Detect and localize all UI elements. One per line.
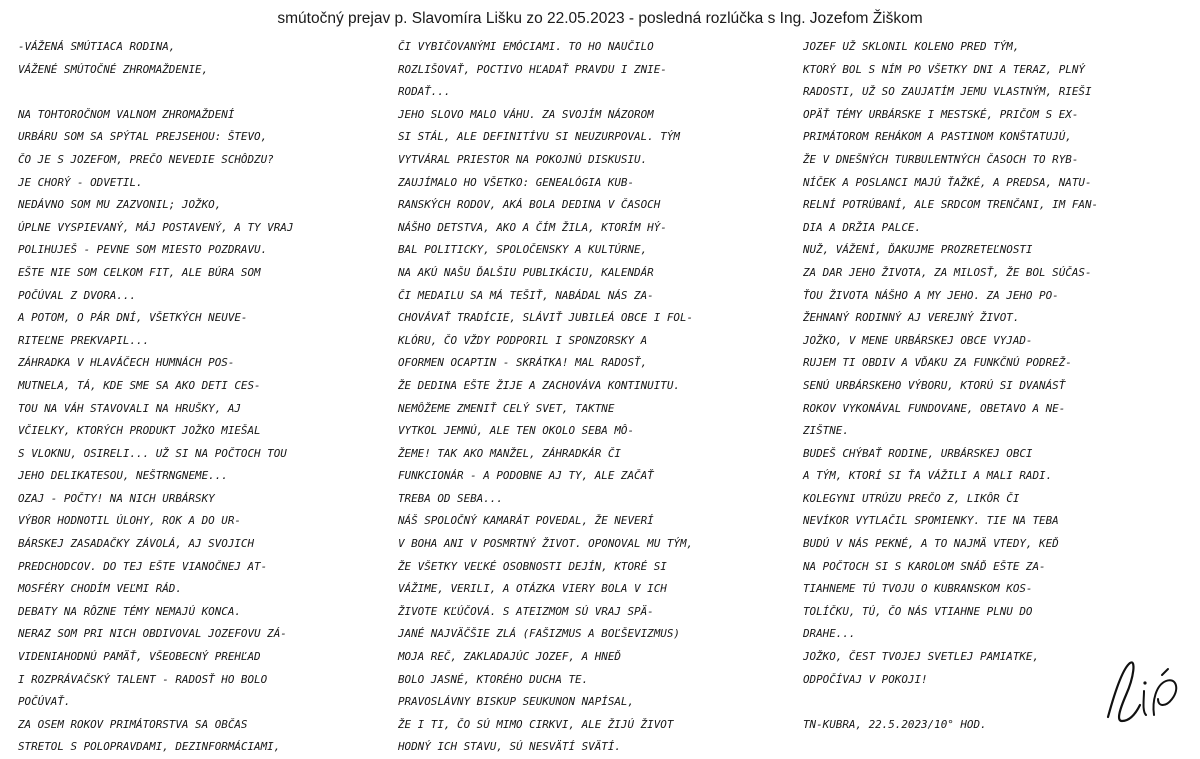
handwritten-line: RITEĽNE PREKVAPIL... bbox=[18, 333, 150, 347]
handwritten-line: JEHO SLOVO MALO VÁHU. ZA SVOJÍM NÁZOROM bbox=[398, 107, 654, 121]
handwritten-line: SENÚ URBÁRSKEHO VÝBORU, KTORÚ SI DVANÁSŤ bbox=[803, 378, 1066, 392]
handwritten-line: VYTKOL JEMNÚ, ALE TEN OKOLO SEBA MÔ- bbox=[398, 424, 635, 438]
handwritten-line: JOŽKO, V MENE URBÁRSKEJ OBCE VYJAD- bbox=[803, 333, 1033, 347]
handwritten-line: NEVÍKOR VYTLAČIL SPOMIENKY. TIE NA TEBA bbox=[803, 514, 1059, 528]
handwritten-line: ŽE DEDINA EŠTE ŽIJE A ZACHOVÁVA KONTINUITU. bbox=[398, 378, 680, 392]
handwritten-line: DEBATY NA RÔZNE TÉMY NEMAJÚ KONCA. bbox=[18, 604, 241, 618]
handwritten-line: DRAHE... bbox=[803, 627, 856, 641]
handwritten-line: PRIMÁTOROM REHÁKOM A PASTINOM KONŠTATUJÚ, bbox=[803, 130, 1072, 144]
handwritten-line: ČO JE S JOZEFOM, PREČO NEVEDIE SCHÔDZU? bbox=[18, 152, 274, 166]
handwritten-line: ČI VYBIČOVANÝMI EMÓCIAMI. TO HO NAUČILO bbox=[398, 40, 654, 53]
handwritten-line: NA POČTOCH SI S KAROLOM SNÁĎ EŠTE ZA- bbox=[803, 559, 1046, 573]
handwritten-line: FUNKCIONÁR - A PODOBNE AJ TY, ALE ZAČAŤ bbox=[398, 469, 654, 483]
handwritten-line: RADOSTI, UŽ SO ZAUJATÍM JEMU VLASTNÝM, RIEŠI bbox=[803, 85, 1092, 99]
handwritten-line: ZA DAR JEHO ŽIVOTA, ZA MILOSŤ, ŽE BOL SÚČAS- bbox=[803, 265, 1092, 279]
handwritten-line: ŽE I TI, ČO SÚ MIMO CIRKVI, ALE ŽIJÚ ŽIVOT bbox=[398, 717, 674, 731]
handwritten-line bbox=[18, 81, 390, 104]
handwritten-line: POČÚVAŤ. bbox=[18, 695, 71, 709]
handwritten-line: ZÁHRADKA V HLAVÁČECH HUMNÁCH POS- bbox=[18, 356, 235, 370]
handwritten-line: KOLEGYNI UTRÚZU PREČO Z, LIKÔR ČI bbox=[803, 491, 1020, 505]
handwritten-line: NA TOHTOROČNOM VALNOM ZHROMAŽDENÍ bbox=[18, 107, 235, 121]
handwritten-line: A POTOM, O PÁR DNÍ, VŠETKÝCH NEUVE- bbox=[18, 311, 248, 325]
handwritten-line: ROKOV VYKONÁVAL FUNDOVANE, OBETAVO A NE- bbox=[803, 401, 1066, 415]
handwritten-line: TOU NA VÁH STAVOVALI NA HRUŠKY, AJ bbox=[18, 401, 241, 415]
handwritten-line: NA AKÚ NAŠU ĎALŠIU PUBLIKÁCIU, KALENDÁR bbox=[398, 265, 654, 279]
handwritten-line: RANSKÝCH RODOV, AKÁ BOLA DEDINA V ČASOCH bbox=[398, 198, 661, 212]
handwritten-line: JOZEF UŽ SKLONIL KOLENO PRED TÝM, bbox=[803, 40, 1020, 53]
handwritten-line: VÁŽENÉ SMÚTOČNÉ ZHROMAŽDENIE, bbox=[18, 62, 209, 76]
handwritten-line: BÁRSKEJ ZASADAČKY ZÁVOLÁ, AJ SVOJICH bbox=[18, 537, 255, 551]
handwritten-line: VIDENIAHODNÚ PAMÄŤ, VŠEOBECNÝ PREHĽAD bbox=[18, 650, 261, 664]
handwritten-line: OPÄŤ TÉMY URBÁRSKE I MESTSKÉ, PRIČOM S EX- bbox=[803, 107, 1079, 121]
handwritten-line: BUDEŠ CHÝBAŤ RODINE, URBÁRSKEJ OBCI bbox=[803, 446, 1033, 460]
handwritten-line: ŽEME! TAK AKO MANŽEL, ZÁHRADKÁR ČI bbox=[398, 446, 621, 460]
handwritten-line: MOSFÉRY CHODÍM VEĽMI RÁD. bbox=[18, 582, 182, 596]
handwritten-line: JOŽKO, ČEST TVOJEJ SVETLEJ PAMIATKE, bbox=[803, 650, 1040, 664]
handwritten-line: OFORMEN OCAPTIN - SKRÁTKA! MAL RADOSŤ, bbox=[398, 356, 648, 370]
handwritten-line: ŽE V DNEŠNÝCH TURBULENTNÝCH ČASOCH TO RYB- bbox=[803, 152, 1079, 166]
handwritten-line: VÁŽIME, VERILI, A OTÁZKA VIERY BOLA V ICH bbox=[398, 582, 667, 596]
handwritten-line: NEDÁVNO SOM MU ZAZVONIL; JOŽKO, bbox=[18, 198, 222, 212]
handwritten-line: MUTNELA, TÁ, KDE SME SA AKO DETI CES- bbox=[18, 378, 261, 392]
handwritten-line: NERAZ SOM PRI NICH OBDIVOVAL JOZEFOVU ZÁ- bbox=[18, 627, 287, 641]
handwritten-line: TN-KUBRA, 22.5.2023/10° HOD. bbox=[803, 717, 987, 731]
handwritten-line: POČÚVAL Z DVORA... bbox=[18, 288, 137, 302]
text-column-3 bbox=[803, 36, 1195, 736]
handwritten-line: SI STÁL, ALE DEFINITÍVU SI NEUZURPOVAL. TÝM bbox=[398, 130, 680, 144]
handwritten-line: ZIŠTNE. bbox=[803, 424, 849, 438]
handwritten-line: DIA A DRŽIA PALCE. bbox=[803, 220, 922, 234]
handwritten-line: BAL POLITICKY, SPOLOČENSKY A KULTÚRNE, bbox=[398, 243, 648, 257]
handwritten-line: NÍČEK A POSLANCI MAJÚ ŤAŽKÉ, A PREDSA, NATU- bbox=[803, 175, 1092, 189]
handwritten-line: I ROZPRÁVAČSKÝ TALENT - RADOSŤ HO BOLO bbox=[18, 672, 268, 686]
handwritten-line: NÁŠHO DETSTVA, AKO A ČÍM ŽILA, KTORÍM HÝ- bbox=[398, 220, 667, 234]
handwritten-line: NÁŠ SPOLOČNÝ KAMARÁT POVEDAL, ŽE NEVERÍ bbox=[398, 514, 654, 528]
handwritten-signature bbox=[1096, 655, 1186, 730]
handwritten-line: STRETOL S POLOPRAVDAMI, DEZINFORMÁCIAMI, bbox=[18, 740, 281, 754]
document-title: smútočný prejav p. Slavomíra Lišku zo 22.05.2023 - posledná rozlúčka s Ing. Jozefom Žiškom bbox=[277, 10, 923, 27]
handwritten-line: VYTVÁRAL PRIESTOR NA POKOJNÚ DISKUSIU. bbox=[398, 152, 648, 166]
handwritten-line: RUJEM TI OBDIV A VĎAKU ZA FUNKČNÚ PODREŽ- bbox=[803, 356, 1072, 370]
handwritten-line: ŽE VŠETKY VEĽKÉ OSOBNOSTI DEJÍN, KTORÉ SI bbox=[398, 559, 667, 573]
handwritten-line: TIAHNEME TÚ TVOJU O KUBRANSKOM KOS- bbox=[803, 582, 1033, 596]
handwritten-line: POLIHUJEŠ - PEVNE SOM MIESTO POZDRAVU. bbox=[18, 243, 268, 257]
handwritten-line: CHOVÁVAŤ TRADÍCIE, SLÁVIŤ JUBILEÁ OBCE I FOL- bbox=[398, 311, 694, 325]
text-column-1 bbox=[18, 36, 390, 759]
handwritten-line: JANÉ NAJVÄČŠIE ZLÁ (FAŠIZMUS A BOĽŠEVIZMUS) bbox=[398, 627, 680, 641]
handwritten-line: URBÁRU SOM SA SPÝTAL PREJSEHOU: ŠTEVO, bbox=[18, 130, 268, 144]
handwritten-line: OZAJ - POČTY! NA NICH URBÁRSKY bbox=[18, 491, 215, 505]
handwritten-line: NUŽ, VÁŽENÍ, ĎAKUJME PROZRETEĽNOSTI bbox=[803, 243, 1033, 257]
text-column-2 bbox=[398, 36, 793, 759]
handwritten-line: MOJA REČ, ZAKLADAJÚC JOZEF, A HNEĎ bbox=[398, 650, 621, 664]
handwritten-line: ÚPLNE VYSPIEVANÝ, MÁJ POSTAVENÝ, A TY VRAJ bbox=[18, 220, 294, 234]
handwritten-line: ZA OSEM ROKOV PRIMÁTORSTVA SA OBČAS bbox=[18, 717, 248, 731]
handwritten-line: ŤOU ŽIVOTA NÁŠHO A MY JEHO. ZA JEHO PO- bbox=[803, 288, 1059, 302]
handwritten-line: BUDÚ V NÁS PEKNÉ, A TO NAJMÄ VTEDY, KEĎ bbox=[803, 537, 1059, 551]
handwritten-line: HODNÝ ICH STAVU, SÚ NESVÄTÍ SVÄTÍ. bbox=[398, 740, 621, 754]
handwritten-line: ZAUJÍMALO HO VŠETKO: GENEALÓGIA KUB- bbox=[398, 175, 635, 189]
handwritten-line: RELNÍ POTRÚBANÍ, ALE SRDCOM TRENČANI, IM FAN- bbox=[803, 198, 1099, 212]
handwritten-line: PREDCHODCOV. DO TEJ EŠTE VIANOČNEJ AT- bbox=[18, 559, 268, 573]
handwritten-line: JEHO DELIKATESOU, NEŠTRNGNEME... bbox=[18, 469, 228, 483]
handwritten-line: ČI MEDAILU SA MÁ TEŠIŤ, NABÁDAL NÁS ZA- bbox=[398, 288, 654, 302]
handwritten-line: ŽEHNANÝ RODINNÝ AJ VEREJNÝ ŽIVOT. bbox=[803, 311, 1020, 325]
handwritten-line: EŠTE NIE SOM CELKOM FIT, ALE BÚRA SOM bbox=[18, 265, 261, 279]
handwritten-line: ŽIVOTE KĽÚČOVÁ. S ATEIZMOM SÚ VRAJ SPÄ- bbox=[398, 604, 654, 618]
handwritten-line: ROZLIŠOVAŤ, POCTIVO HĽADAŤ PRAVDU I ZNIE- bbox=[398, 62, 667, 76]
handwritten-line: KLÓRU, ČO VŽDY PODPORIL I SPONZORSKY A bbox=[398, 333, 648, 347]
handwritten-line: V BOHA ANI V POSMRTNÝ ŽIVOT. OPONOVAL MU TÝM, bbox=[398, 537, 694, 551]
handwritten-line: TOLÍČKU, TÚ, ČO NÁS VTIAHNE PLNU DO bbox=[803, 604, 1033, 618]
handwritten-line: -VÁŽENÁ SMÚTIACA RODINA, bbox=[18, 40, 176, 53]
handwritten-line: PRAVOSLÁVNY BISKUP SEUKUNON NAPÍSAL, bbox=[398, 695, 635, 709]
handwritten-line: NEMÔŽEME ZMENIŤ CELÝ SVET, TAKTNE bbox=[398, 401, 615, 415]
handwritten-line: VÝBOR HODNOTIL ÚLOHY, ROK A DO UR- bbox=[18, 514, 241, 528]
handwritten-line: BOLO JASNÉ, KTORÉHO DUCHA TE. bbox=[398, 672, 589, 686]
handwritten-line: ODPOČÍVAJ V POKOJI! bbox=[803, 672, 928, 686]
handwritten-line: JE CHORÝ - ODVETIL. bbox=[18, 175, 143, 189]
handwritten-line: A TÝM, KTORÍ SI ŤA VÁŽILI A MALI RADI. bbox=[803, 469, 1053, 483]
handwritten-line: RODAŤ... bbox=[398, 85, 451, 99]
handwritten-line: KTORÝ BOL S NÍM PO VŠETKY DNI A TERAZ, PLNÝ bbox=[803, 62, 1085, 76]
handwritten-line: S VLOKNU, OSIRELI... UŽ SI NA POČTOCH TOU bbox=[18, 446, 287, 460]
handwritten-line: TREBA OD SEBA... bbox=[398, 491, 503, 505]
handwritten-line: VČIELKY, KTORÝCH PRODUKT JOŽKO MIEŠAL bbox=[18, 424, 261, 438]
